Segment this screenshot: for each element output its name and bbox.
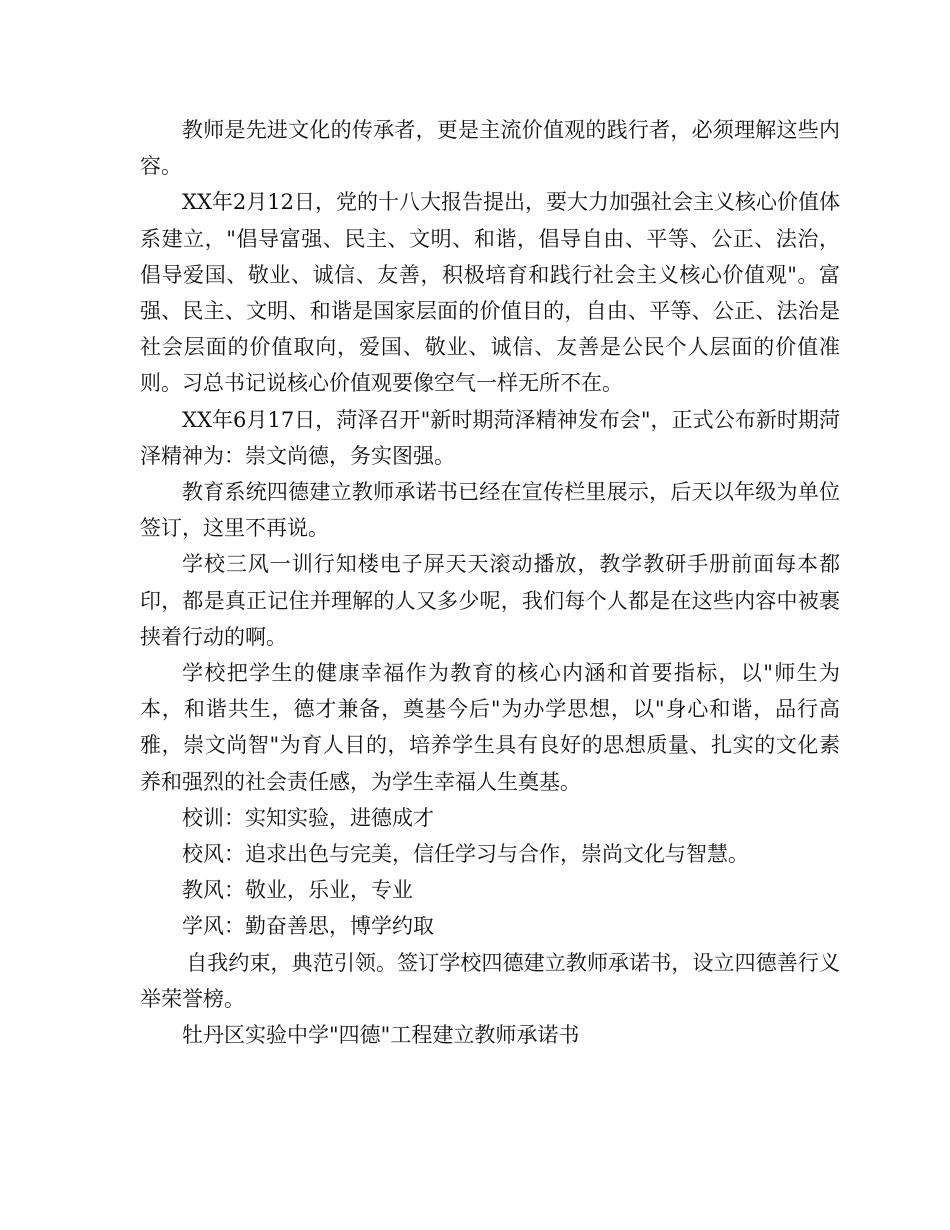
paragraph-school-motto-display: 学校三风一训行知楼电子屏天天滚动播放，教学教研手册前面每本都印，都是真正记住并理解的人又多少呢，我们每个人都是在这些内容中被裹挟着行动的啊。: [140, 552, 840, 649]
paragraph-pledge-display: 教育系统四德建立教师承诺书已经在宣传栏里展示，后天以年级为单位签订，这里不再说。: [140, 480, 840, 541]
paragraph-self-discipline: 自我约束，典范引领。签订学校四德建立教师承诺书，设立四德善行义举荣誉榜。: [140, 950, 840, 1011]
paragraph-teacher-role: 教师是先进文化的传承者，更是主流价值观的践行者，必须理解这些内容。: [140, 118, 840, 179]
paragraph-heze-spirit: XX年6月17日，菏泽召开"新时期菏泽精神发布会"，正式公布新时期菏泽精神为：崇文尚德，务实图强。: [140, 407, 840, 468]
paragraph-school-motto: 校训：实知实验，进德成才: [182, 805, 434, 830]
paragraph-study-style: 学风：勤奋善思，博学约取: [182, 914, 434, 939]
paragraph-school-style: 校风：追求出色与完美，信任学习与合作，崇尚文化与智慧。: [182, 842, 749, 867]
paragraph-school-philosophy: 学校把学生的健康幸福作为教育的核心内涵和首要指标，以"师生为本，和谐共生，德才兼备，奠基今后"为办学思想，以"身心和谐，品行高雅，崇文尚智"为育人目的，培养学生具有良好的思想质量、扎实的文化素养和强烈的社会责任感，为学生幸福人生奠基。: [140, 661, 840, 794]
paragraph-teaching-style: 教风：敬业，乐业，专业: [182, 878, 413, 903]
document-body: [140, 112, 840, 1053]
paragraph-pledge-title: 牡丹区实验中学"四德"工程建立教师承诺书: [182, 1023, 580, 1048]
paragraph-core-values: XX年2月12日，党的十八大报告提出，要大力加强社会主义核心价值体系建立，"倡导富强、民主、文明、和谐，倡导自由、平等、公正、法治，倡导爱国、敬业、诚信、友善，积极培育和践行社会主义核心价值观"。富强、民主、文明、和谐是国家层面的价值目的，自由、平等、公正、法治是社会层面的价值取向，爱国、敬业、诚信、友善是公民个人层面的价值准则。习总书记说核心价值观要像空气一样无所不在。: [140, 190, 840, 396]
